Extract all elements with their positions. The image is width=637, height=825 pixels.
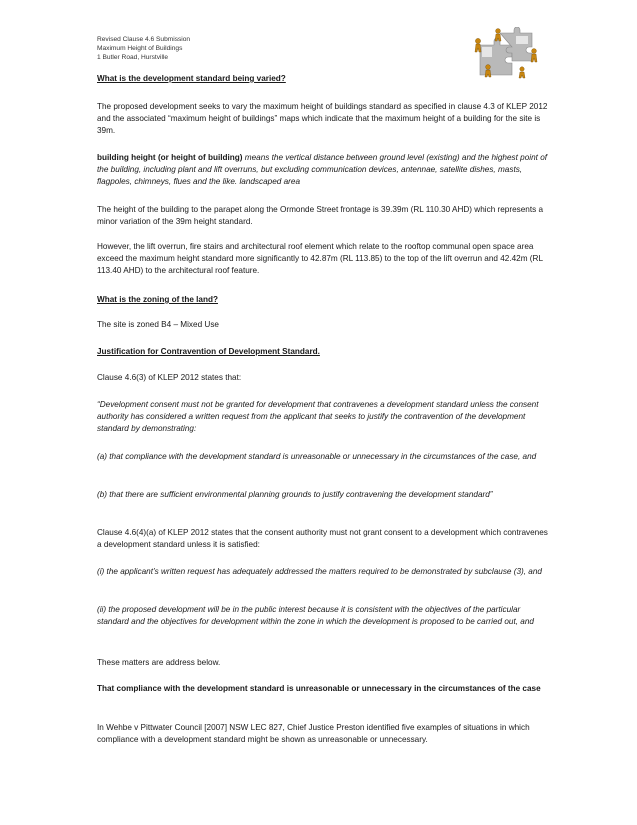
page-header xyxy=(97,36,190,62)
definition-building-height xyxy=(97,152,549,189)
quote-item-b: (b) that there are sufficient environmental planning grounds to justify contravening the development standard” xyxy=(97,490,493,499)
puzzle-people-logo-icon xyxy=(470,27,542,79)
paragraph-parapet-height: The height of the building to the parapet along the Ormonde Street frontage is 39.39m (RL 110.30 AHD) which represents a minor variation of the 39m height standard. xyxy=(97,205,544,227)
header-line-3: 1 Butler Road, Hurstville xyxy=(97,53,169,61)
heading-compliance-unreasonable: That compliance with the development standard is unreasonable or unnecessary in the circumstances of the case xyxy=(97,684,541,693)
heading-justification: Justification for Contravention of Development Standard. xyxy=(97,347,320,356)
paragraph-lift-overrun: However, the lift overrun, fire stairs and architectural roof element which relate to the rooftop communal open space area exceed the maximum height standard more significantly to 42.87m (RL 113.85) to the top of the lift overrun and 42.42m (RL 113.40 AHD) to the architectural roof feature. xyxy=(97,242,543,276)
quote-development-consent: “Development consent must not be granted for development that contravenes a development standard unless the consent authority has considered a written request from the applicant that seeks to justify the contravention of the development standard by demonstrating: xyxy=(97,400,539,434)
paragraph-wehbe-case: In Wehbe v Pittwater Council [2007] NSW LEC 827, Chief Justice Preston identified five examples of situations in which compliance with a development standard might be shown as unreasonable or unnecessary. xyxy=(97,723,530,745)
heading-standard-varied: What is the development standard being varied? xyxy=(97,74,286,83)
quote-item-ii: (ii) the proposed development will be in the public interest because it is consistent with the objectives of the particular standard and the objectives for development within the zone in which the development is proposed to be carried out, and xyxy=(97,605,534,627)
definition-term: building height (or height of building) xyxy=(97,153,243,162)
paragraph-clause-464a: Clause 4.6(4)(a) of KLEP 2012 states that the consent authority must not grant consent to a development which contravenes a development standard unless it is satisfied: xyxy=(97,528,548,550)
paragraph-zoning: The site is zoned B4 – Mixed Use xyxy=(97,320,219,329)
heading-zoning: What is the zoning of the land? xyxy=(97,295,218,304)
paragraph-clause-463: Clause 4.6(3) of KLEP 2012 states that: xyxy=(97,373,242,382)
header-line-1: Revised Clause 4.6 Submission xyxy=(97,36,191,43)
definition-text: means the vertical distance between ground level (existing) and the highest point of the building, including plant and lift overruns, but excluding communication devices, antennae, satellite dishes, masts, flagpoles, chimneys, flues and the like. landscaped area xyxy=(97,153,548,187)
quote-item-i: (i) the applicant’s written request has adequately addressed the matters required to be demonstrated by subclause (3), and xyxy=(97,567,542,576)
paragraph-matters-addressed: These matters are address below. xyxy=(97,658,221,667)
quote-item-a: (a) that compliance with the development standard is unreasonable or unnecessary in the circumstances of the case, and xyxy=(97,452,537,461)
header-line-2: Maximum Height of Buildings xyxy=(97,44,183,52)
paragraph-proposed-development: The proposed development seeks to vary the maximum height of buildings standard as specified in clause 4.3 of KLEP 2012 and the associated “maximum height of buildings” maps which indicate that the maximum height of a building for the site is 39m. xyxy=(97,102,548,136)
